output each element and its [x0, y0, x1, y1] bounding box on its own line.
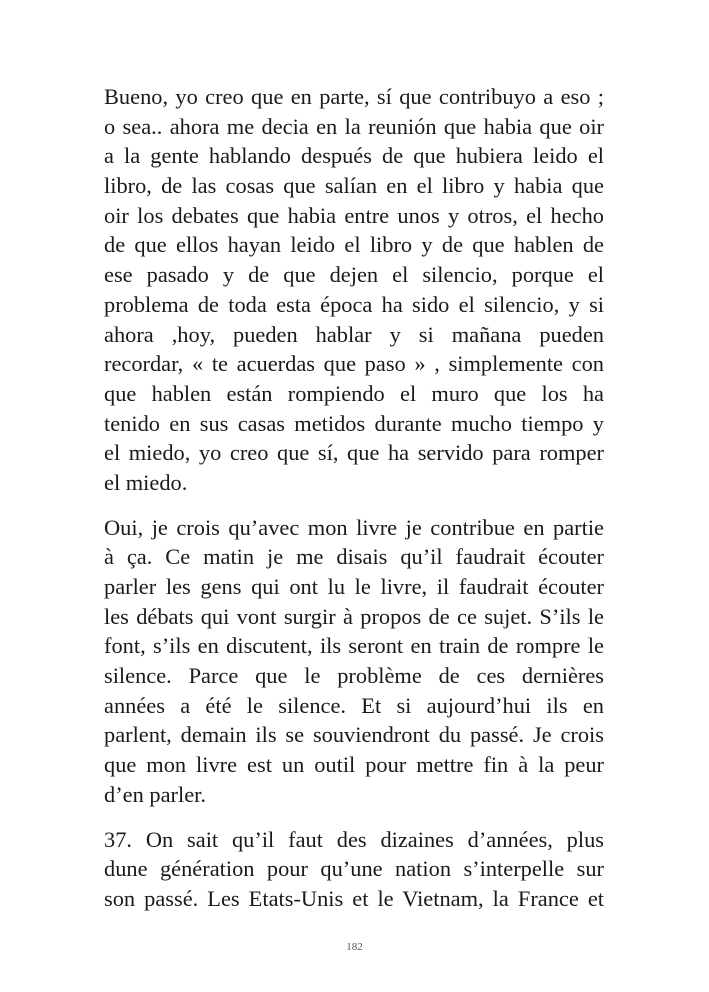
text-line: d’en parler.: [104, 781, 206, 807]
text-line: que mon livre est un outil pour mettre fin à la peur: [104, 752, 604, 778]
text-line: oir los debates que habia entre unos y otros, el hecho: [104, 202, 604, 228]
text-line: 37. On sait qu’il faut des dizaines d’années, plus: [104, 826, 604, 852]
paragraph-spanish: [104, 82, 604, 498]
page-number: 182: [346, 941, 363, 953]
text-line: parler les gens qui ont lu le livre, il faudrait écouter: [104, 574, 604, 599]
text-line: dune génération pour qu’une nation s’interpelle sur: [104, 856, 604, 882]
text-line: Bueno, yo creo que en parte, sí que contribuyo a eso ;: [104, 84, 604, 109]
page-body: [104, 82, 604, 929]
text-line: a la gente hablando después de que hubiera leido el: [104, 143, 604, 169]
text-line: années a été le silence. Et si aujourd’hui ils en: [104, 692, 604, 718]
paragraph-question-37: [104, 825, 604, 914]
text-line: libro, de las cosas que salían en el libro y habia que: [104, 173, 604, 199]
text-line: son passé. Les Etats-Unis et le Vietnam, la France et: [104, 885, 604, 911]
text-line: ese pasado y de que dejen el silencio, porque el: [104, 262, 604, 288]
text-line: recordar, « te acuerdas que paso » , simplemente con: [104, 351, 604, 377]
paragraph-french: [104, 513, 604, 810]
text-line: el miedo, yo creo que sí, que ha servido para romper: [104, 440, 604, 466]
text-line: tenido en sus casas metidos durante mucho tiempo y: [104, 410, 604, 436]
text-line: silence. Parce que le problème de ces dernières: [104, 663, 604, 689]
text-line: problema de toda esta época ha sido el silencio, y si: [104, 291, 604, 317]
text-line: o sea.. ahora me decia en la reunión que habia que oir: [104, 113, 604, 139]
text-line: parlent, demain ils se souviendront du passé. Je crois: [104, 722, 604, 748]
text-line: Oui, je crois qu’avec mon livre je contribue en partie: [104, 514, 604, 540]
text-line: font, s’ils en discutent, ils seront en train de rompre le: [104, 633, 604, 659]
text-line: el miedo.: [104, 469, 188, 495]
text-line: ahora ,hoy, pueden hablar y si mañana pueden: [104, 321, 604, 347]
text-line: les débats qui vont surgir à propos de ce sujet. S’ils le: [104, 603, 604, 629]
text-line: à ça. Ce matin je me disais qu’il faudrait écouter: [104, 544, 604, 570]
text-line: que hablen están rompiendo el muro que los ha: [104, 380, 604, 406]
text-line: de que ellos hayan leido el libro y de que hablen de: [104, 232, 604, 258]
